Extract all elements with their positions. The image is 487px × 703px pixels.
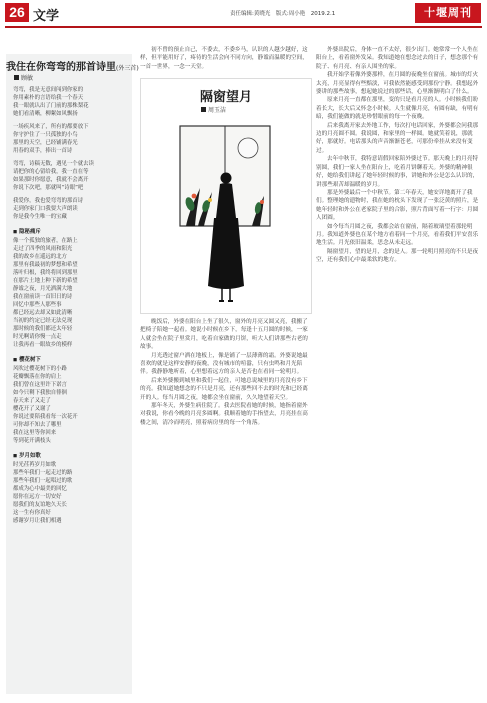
poem-line: 静谧之夜，月光洒满大地 [13, 286, 73, 292]
poem-subtitle: ◼ 岁月如歌 [13, 452, 127, 461]
poem-line: 回忆中那些人那些事 [13, 302, 62, 308]
poem-line: 请把你的心留给我，我一直在等 [13, 169, 89, 175]
article-paragraph: 月光透过窗户洒在地板上，像是铺了一层薄薄的霜。外婆说她最喜欢的就是这样安静的夜晚，没有城市的喧嚣，只有虫鸣和月光陪伴。我静静地听着，心里想着远方的亲人是否也在看同一轮明月。 [140, 352, 308, 376]
poem-line: 都已经远去却又如此清晰 [13, 310, 73, 316]
article-paragraph: 我开始学着像外婆那样，在月圆的夜晚坐在窗前。城市的灯火太亮，月亮显得有些黯淡，可我依然能感受到那份宁静。我想起外婆讲的那些故事，想起她说过的那些话，心里渐渐明白了什么。 [316, 72, 479, 96]
poem-line: 樱花开了又谢了 [13, 406, 51, 412]
poem-line: 你说过要陪我看每一次花开 [13, 414, 78, 420]
article-paragraph: 外婆出院后，身体一直不太好，很少出门。她常常一个人坐在阳台上，看着窗外发呆。我知道她在想念过去的日子，想念那个有院子、有月亮、有亲人围坐的家。 [316, 47, 479, 70]
poem-line: 你是我今生唯一的宝藏 [13, 214, 67, 220]
stanza-gap [13, 525, 127, 530]
article-body-continued [316, 46, 482, 265]
poem-line: 那些年我们一起唱过的歌 [13, 478, 73, 484]
article-paragraph: 隔窗望月，望的是月，念的是人。那一轮明月照亮的不只是夜空，还有我们心中最柔软的地方。 [316, 248, 479, 264]
poem-line: 春天来了又走了 [13, 398, 51, 404]
poem-line: 等到花开满枝头 [13, 438, 51, 444]
stanza-gap [13, 221, 127, 226]
poem-line: 让我再看一眼故乡的模样 [13, 342, 73, 348]
page-header [0, 0, 487, 26]
poem-line: 都成为心中最美的回忆 [13, 486, 67, 492]
poem-line: 风吹过樱花树下的小路 [13, 366, 67, 372]
page-number: 26 [5, 3, 29, 22]
poem-line: 愿你在远方一切安好 [13, 494, 62, 500]
poem-line: 那时候的我们都还太年轻 [13, 326, 73, 332]
poem-line: 走到你家门口我要大声朗读 [13, 206, 78, 212]
poem-title-text: 我住在你弯弯的那首诗里 [6, 62, 116, 73]
poem-line: 我在窗前读一首旧日的诗 [13, 294, 73, 300]
poem-line: 那里的天空，已经铺满春光 [13, 140, 78, 146]
article-paragraph: 晚饭后，外婆在阳台上坐了很久，窗外的月亮又圆又亮，我搬了把椅子陪她一起看。她说小时候在乡下，每逢十五月圆的时候，一家人就会坐在院子里赏月，吃着自家做的月饼，听大人们讲那些古老的故事。 [140, 319, 308, 351]
poem-line: 像一个孤独的旅者，在路上 [13, 238, 78, 244]
poem-line: 那里有我最初的梦想和希望 [13, 262, 78, 268]
poem-line: 如果那时你愿意，我就不会离开 [13, 177, 89, 183]
poem-line: 弯弯，诗稿无数，遇见一个就去读 [13, 161, 94, 167]
section-title: 文学 [33, 9, 60, 24]
poem-line: 那些年我们一起走过的路 [13, 470, 73, 476]
poem-subtitle: ◼ 隐秘痛斥 [13, 228, 127, 237]
poem-line: 你守护住了一只孤独的小鸟 [13, 132, 78, 138]
poem-line: 我在这里等你回来 [13, 430, 57, 436]
poem-line: 你用素朴的言语给我一个春天 [13, 95, 84, 101]
poem-line: 可你却不知去了哪里 [13, 422, 62, 428]
poem-line: 我们曾在这里许下诺言 [13, 382, 67, 388]
poem-line: 落叶归根，我终将回到那里 [13, 270, 78, 276]
stanza-gap [13, 445, 127, 450]
header-rule [5, 26, 482, 28]
article-paragraph: 如今每当月圆之夜，我都会站在窗前，隔着玻璃望着那轮明月。我知道外婆也在某个地方看着同一个月亮，看着我们平安喜乐地生活。月光依旧温柔，思念从未走远。 [316, 223, 479, 247]
poem-line: 如今只剩下我独自徘徊 [13, 390, 67, 396]
article-body [140, 318, 310, 427]
article-paragraph: 那是外婆最后一个中秋节。第二年春天，她安详地离开了我们。整理她的遗物时，我在她的枕头下发现了一张泛黄的照片，是她年轻时和外公在老家院子里的合影，照片背面写着一行字：月圆人团圆。 [316, 189, 479, 222]
article-paragraph: 后来外婆搬到城里和我们一起住，可她总说城里的月亮没有乡下的亮。我知道她想念的不只是月亮，还有那些回不去的时光和已经离开的人。每当月圆之夜，她都会坐在窗前，久久地望着天空。 [140, 377, 308, 401]
article-paragraph: 那年冬天，外婆生病住院了。我去医院看她的时候，她指着窗外对我说，你看今晚的月亮多圆啊。我顺着她的手指望去，月亮挂在高楼之间，清冷而明亮，照着病房里的每一个角落。 [140, 403, 308, 426]
poem-line: 弯弯，我是无意间闯到你家的 [13, 87, 84, 93]
poem-title-suffix: (外三首) [116, 65, 139, 72]
poem-line: 我的故乡在遥远的北方 [13, 254, 67, 260]
poem-title [6, 58, 139, 73]
poem-line: 时光啊请你慢一点走 [13, 334, 62, 340]
article-paragraph: 后来我离开家去外地工作，每次打电话回家，外婆都会问我那边的月亮圆不圆。我说圆，和家里的一样圆。她就笑着说，那就好，那就好。电话那头的声音渐渐苍老，可那份牵挂从来没有变过。 [316, 122, 479, 154]
poem-line: 走过了四季的风雨和阳光 [13, 246, 73, 252]
poem-line: 愿我们的友谊地久天长 [13, 502, 67, 508]
article-paragraph: 去年中秋节，我特意请假回家陪外婆过节。那天晚上的月亮特别圆，我们一家人坐在阳台上，吃着月饼聊着天。外婆的精神很好，她给我们讲起了她年轻时候的事，讲她和外公是怎么认识的，讲那些艰苦却温暖的岁月。 [316, 156, 479, 188]
poem-line: 时光荏苒岁月如歌 [13, 462, 57, 468]
poem-subtitle: ◼ 樱花树下 [13, 356, 127, 365]
poem-line: 在那片土地上种下新的希望 [13, 278, 78, 284]
poem-line: 花瓣飘落在你的肩上 [13, 374, 62, 380]
stanza-gap [13, 349, 127, 354]
article-paragraph: 原来月亮一直都在那里，变的只是看月亮的人。小时候我们盼着长大，长大后又怀念小时候。人生就像月亮，有圆有缺，有明有暗，我们能做的就是珍惜眼前的每一个夜晚。 [316, 97, 479, 121]
poem-line: 我一眼就认出了门前的那株梨花 [13, 103, 89, 109]
poem-line: 感谢岁月让我们相遇 [13, 518, 62, 524]
poem-line: 你说下次吧，那就叫“诗眼”吧 [13, 185, 84, 191]
poem-line: 这一生有你真好 [13, 510, 51, 516]
editor-credits: 责任编辑:黄晓光 版式:周小艳 2019.2.1 [230, 11, 336, 17]
poem-line: 一场疾风来了，所有的都要放下 [13, 124, 89, 130]
poem-line: 用春的双手，捧出一首诗 [13, 148, 73, 154]
article-author: 周玉洁 [201, 105, 226, 114]
masthead-logo: 十堰周刊 [415, 3, 481, 23]
poem-line: 当初的约定已经无法兑现 [13, 318, 73, 324]
article-lead: 初不曾的预止自己，不委去，不委乡马，认识的人越少越好，这样，但平能用好了，疼待的生活会向不同方向，静谧而温暖的空间，一首一世界，一念一天堂。 [140, 47, 308, 70]
article-title: 隔窗望月 [199, 90, 252, 105]
poem-line: 她们看清晰，柳絮如风飘扬 [13, 111, 78, 117]
illustration [140, 118, 312, 310]
poem-line: 我爱你，我也爱弯弯的那首诗 [13, 198, 84, 204]
poem-body [13, 86, 127, 530]
poem-author: 顾敏 [14, 73, 33, 82]
